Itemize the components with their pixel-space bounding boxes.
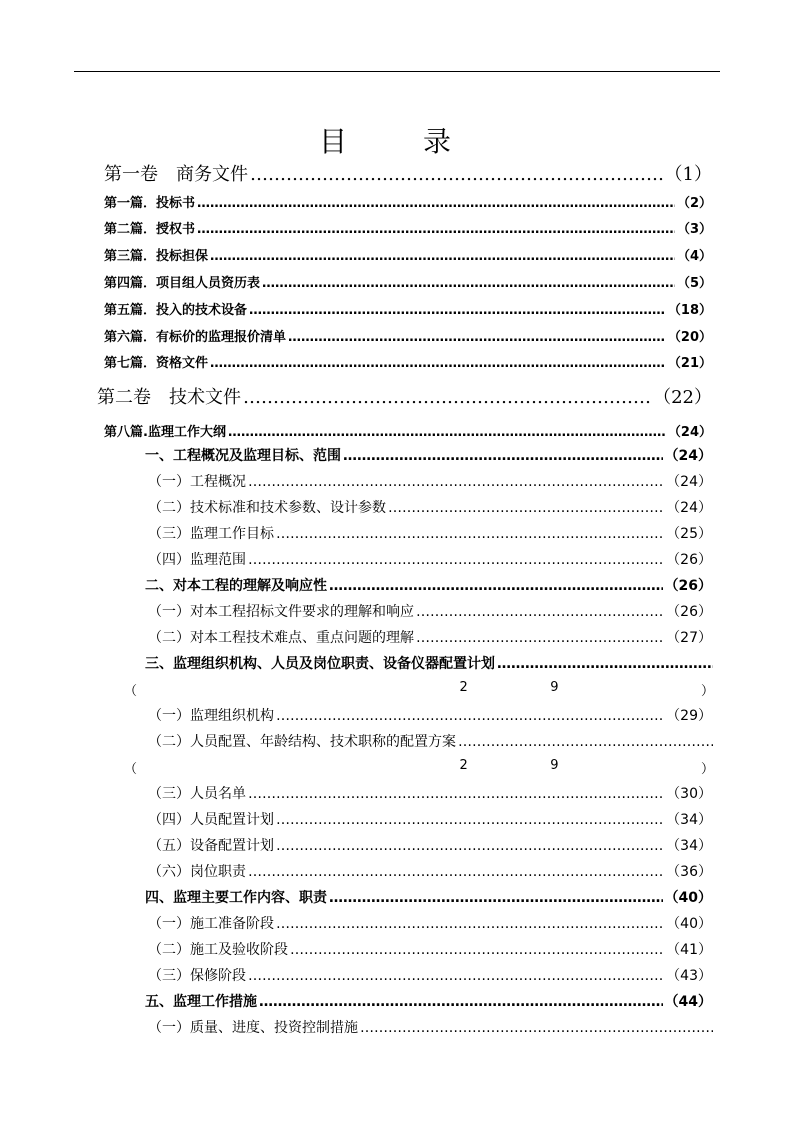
leader-dots (276, 838, 664, 854)
toc-label: 第四篇．项目组人员资历表 (104, 276, 261, 291)
leader-dots (259, 994, 663, 1010)
toc-page: （41） (666, 942, 712, 958)
toc-entry[interactable] (148, 835, 712, 855)
leader-dots (388, 500, 664, 516)
toc-entry[interactable] (104, 326, 712, 345)
toc-label: （一）施工准备阶段 (148, 916, 274, 932)
leader-dots (197, 222, 675, 237)
toc-label: （四）监理范围 (148, 552, 246, 568)
toc-page: （24） (666, 500, 712, 516)
toc-page: （2） (676, 196, 712, 211)
toc-entry[interactable] (97, 383, 712, 409)
leader-dots (250, 164, 663, 185)
toc-page: （3） (676, 222, 712, 237)
toc-page: （27） (666, 630, 712, 646)
toc-label: 四、监理主要工作内容、职责 (145, 890, 327, 906)
toc-entry[interactable] (148, 601, 712, 621)
leader-dots (329, 890, 663, 906)
toc-page: （34） (666, 812, 712, 828)
toc-entry[interactable] (148, 523, 712, 543)
leader-dots (276, 812, 664, 828)
toc-label: 第二卷 技术文件 (97, 387, 241, 408)
toc-entry[interactable] (148, 731, 715, 751)
toc-label: 第五篇．投入的技术设备 (104, 303, 248, 318)
leader-dots (276, 708, 664, 724)
toc-entry[interactable] (145, 991, 712, 1011)
toc-page: （44） (664, 994, 712, 1010)
leader-dots (262, 276, 675, 291)
toc-page: （18） (667, 303, 712, 318)
toc-label: （四）人员配置计划 (148, 812, 274, 828)
toc-page: （4） (676, 249, 712, 264)
toc-label: （一）工程概况 (148, 474, 246, 490)
toc-page: （26） (664, 578, 712, 594)
toc-label: （二）对本工程技术难点、重点问题的理解 (148, 630, 414, 646)
leader-dots (416, 604, 664, 620)
toc-entry[interactable] (148, 1017, 715, 1037)
toc-page: （24） (667, 425, 712, 440)
toc-entry[interactable] (148, 471, 712, 491)
toc-entry[interactable] (104, 352, 712, 371)
toc-entry[interactable] (148, 783, 712, 803)
leader-dots (290, 942, 664, 958)
toc-page: （40） (664, 890, 712, 906)
wrap-char: （ (124, 684, 138, 699)
toc-page: （34） (666, 838, 712, 854)
toc-label: 一、工程概况及监理目标、范围 (145, 448, 341, 464)
toc-page: （26） (666, 552, 712, 568)
toc-page: （43） (666, 968, 712, 984)
toc-entry[interactable] (104, 421, 712, 440)
leader-dots (248, 786, 664, 802)
toc-entry[interactable] (148, 549, 712, 569)
toc-entry[interactable] (148, 627, 712, 647)
toc-wrapped-page (124, 680, 714, 699)
header-rule (74, 71, 720, 72)
toc-entry[interactable] (145, 575, 712, 595)
toc-label: （二）人员配置、年龄结构、技术职称的配置方案 (148, 734, 456, 750)
wrap-char: ） (700, 762, 714, 777)
toc-entry[interactable] (104, 245, 712, 264)
toc-label: （三）监理工作目标 (148, 526, 274, 542)
toc-label: 第一卷 商务文件 (104, 164, 248, 185)
toc-label: 第三篇．投标担保 (104, 249, 209, 264)
toc-page: （25） (666, 526, 712, 542)
toc-label: 第八篇.监理工作大纲 (104, 425, 226, 440)
toc-label: 第七篇．资格文件 (104, 356, 209, 371)
toc-label: （三）人员名单 (148, 786, 246, 802)
toc-entry[interactable] (148, 965, 712, 985)
toc-entry[interactable] (104, 192, 712, 211)
leader-dots (248, 968, 664, 984)
toc-page: （29） (666, 708, 712, 724)
leader-dots (249, 303, 666, 318)
toc-entry[interactable] (104, 160, 712, 186)
wrap-char: 2 (459, 758, 468, 773)
toc-page: （30） (666, 786, 712, 802)
leader-dots (228, 425, 666, 440)
toc-page: （5） (676, 276, 712, 291)
toc-entry[interactable] (148, 861, 712, 881)
wrap-char: 2 (459, 680, 468, 695)
toc-label: 第二篇．授权书 (104, 222, 196, 237)
toc-entry[interactable] (148, 705, 712, 725)
toc-label: 第六篇．有标价的监理报价清单 (104, 330, 287, 345)
leader-dots (210, 356, 666, 371)
toc-label: 二、对本工程的理解及响应性 (145, 578, 327, 594)
toc-page: （22） (653, 387, 712, 408)
toc-entry[interactable] (148, 913, 712, 933)
leader-dots (248, 474, 664, 490)
leader-dots (458, 734, 713, 750)
leader-dots (416, 630, 664, 646)
toc-label: 五、监理工作措施 (145, 994, 257, 1010)
wrap-char: （ (124, 762, 138, 777)
toc-label: 三、监理组织机构、人员及岗位职责、设备仪器配置计划 (145, 656, 495, 672)
toc-entry[interactable] (145, 653, 715, 673)
toc-label: （一）监理组织机构 (148, 708, 274, 724)
leader-dots (288, 330, 666, 345)
toc-page: （20） (667, 330, 712, 345)
wrap-char: 9 (550, 758, 559, 773)
toc-entry[interactable] (145, 887, 712, 907)
toc-label: 第一篇．投标书 (104, 196, 196, 211)
toc-entry[interactable] (145, 445, 712, 465)
leader-dots (248, 864, 664, 880)
toc-label: （一）对本工程招标文件要求的理解和响应 (148, 604, 414, 620)
toc-entry[interactable] (104, 299, 712, 318)
toc-entry[interactable] (148, 939, 712, 959)
leader-dots (248, 552, 664, 568)
leader-dots (276, 526, 664, 542)
wrap-char: 9 (550, 680, 559, 695)
toc-label: （二）技术标准和技术参数、设计参数 (148, 500, 386, 516)
toc-entry[interactable] (104, 272, 712, 291)
toc-label: （一）质量、进度、投资控制措施 (148, 1020, 358, 1036)
toc-entry[interactable] (148, 809, 712, 829)
leader-dots (497, 656, 713, 672)
toc-entry[interactable] (148, 497, 712, 517)
toc-label: （六）岗位职责 (148, 864, 246, 880)
wrap-char: ） (700, 684, 714, 699)
toc-page: （21） (667, 356, 712, 371)
leader-dots (210, 249, 675, 264)
leader-dots (329, 578, 663, 594)
toc-label: （二）施工及验收阶段 (148, 942, 288, 958)
toc-label: （三）保修阶段 (148, 968, 246, 984)
toc-entry[interactable] (104, 218, 712, 237)
toc-wrapped-page (124, 758, 714, 777)
leader-dots (343, 448, 663, 464)
leader-dots (360, 1020, 713, 1036)
toc-page: （1） (664, 164, 712, 185)
toc-page: （40） (666, 916, 712, 932)
leader-dots (197, 196, 675, 211)
toc-page: （24） (666, 474, 712, 490)
leader-dots (276, 916, 664, 932)
toc-page: （36） (666, 864, 712, 880)
toc-page: （26） (666, 604, 712, 620)
leader-dots (243, 387, 651, 408)
page-title: 目 录 (318, 125, 475, 158)
toc-label: （五）设备配置计划 (148, 838, 274, 854)
toc-page: （24） (664, 448, 712, 464)
